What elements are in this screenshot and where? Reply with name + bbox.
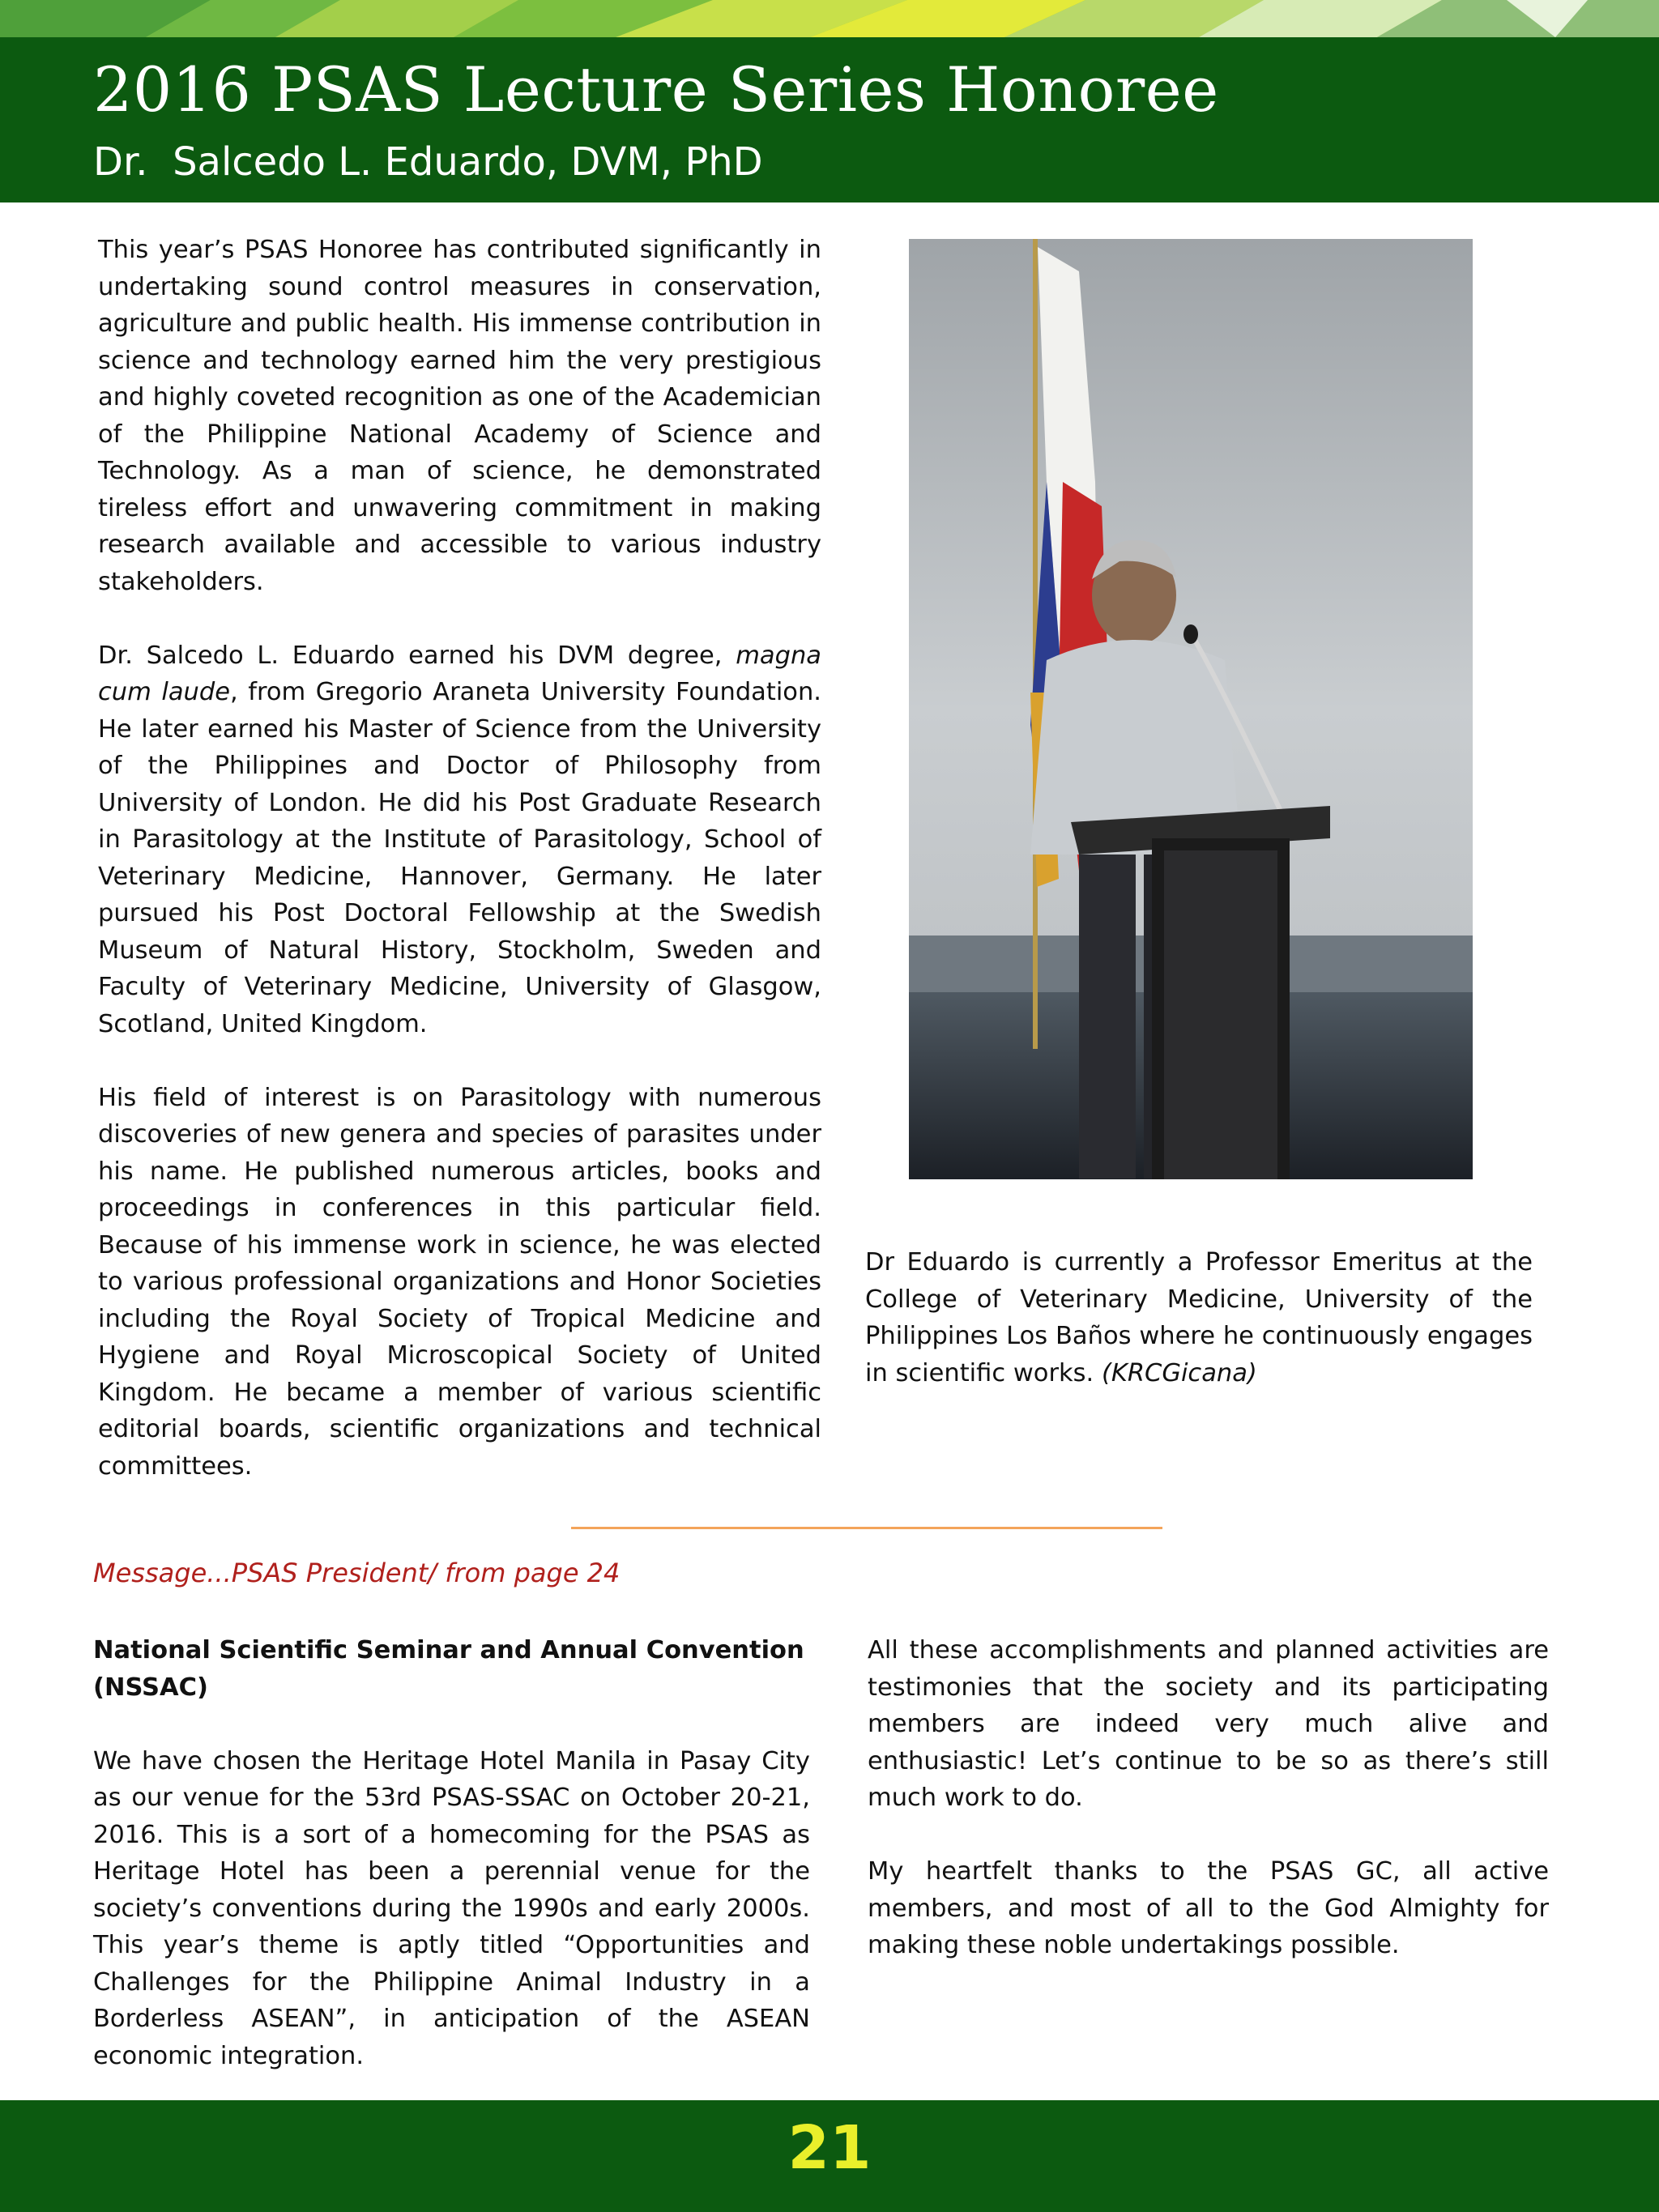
caption-paragraph (865, 1244, 1533, 1392)
section-heading: National Scientific Seminar and Annual Convention (NSSAC) (93, 1636, 804, 1702)
italic-text: magna cum laude (98, 641, 821, 706)
continued-from-label: Message...PSAS President/ from page 24 (93, 1558, 621, 1588)
article-paragraph (98, 637, 821, 1043)
speaker-at-podium-image (909, 239, 1473, 1179)
text-run: Dr. Salcedo L. Eduardo earned his DVM degree, (98, 641, 736, 670)
page-number: 21 (787, 2113, 872, 2183)
honoree-photo (909, 239, 1473, 1179)
article-paragraph: All these accomplishments and planned activities are testimonies that the society and its participating members are indeed very much alive and enthusiastic! Let’s continue to be so as there’s still much work to do. (868, 1636, 1549, 1812)
decorative-top-band (0, 0, 1659, 37)
page-footer (0, 2100, 1659, 2212)
continued-left-column (93, 1632, 810, 2074)
article-left-column (98, 232, 821, 1485)
geometric-pattern (0, 0, 1659, 37)
section-divider (571, 1527, 1162, 1529)
article-paragraph: We have chosen the Heritage Hotel Manila in Pasay City as our venue for the 53rd PSAS-SSAC on October 20-21, 2016. This is a sort of a homecoming for the PSAS as Heritage Hotel has been a perennial venue for the society’s conventions during the 1990s and early 2000s. This year’s theme is aptly titled “Opportunities and Challenges for the Philippine Animal Industry in a Borderless ASEAN”, in anticipation of the ASEAN economic integration. (93, 1746, 810, 2070)
continued-right-column (868, 1632, 1549, 1964)
photo-caption (865, 1244, 1533, 1392)
page-title: 2016 PSAS Lecture Series Honoree (93, 53, 1219, 126)
text-run: , from Gregorio Araneta University Foundation. He later earned his Master of Science from the University of the Philippines and Doctor of Philosophy from University of London. He did his Post Graduate Research in Parasitology at the Institute of Parasitology, School of Veterinary Medicine, Hannover, Germany. He later pursued his Post Doctoral Fellowship at the Swedish Museum of Natural History, Stockholm, Sweden and Faculty of Veterinary Medicine, University of Glasgow, Scotland, United Kingdom. (98, 678, 821, 1038)
honoree-name: Dr. Salcedo L. Eduardo, DVM, PhD (93, 139, 763, 185)
caption-text: Dr Eduardo is currently a Professor Emeritus at the College of Veterinary Medicine, University of the Philippines Los Baños where he continuously engages in scientific works. (865, 1248, 1533, 1387)
photo-credit: (KRCGicana) (1101, 1358, 1257, 1387)
article-paragraph: This year’s PSAS Honoree has contributed significantly in undertaking sound control measures in conservation, agriculture and public health. His immense contribution in science and technology earned him the very prestigious and highly coveted recognition as one of the Academician of the Philippine National Academy of Science and Technology. As a man of science, he demonstrated tireless effort and unwavering commitment in making research available and accessible to various industry stakeholders. (98, 236, 821, 596)
page-header (0, 37, 1659, 202)
article-paragraph: My heartfelt thanks to the PSAS GC, all active members, and most of all to the God Almighty for making these noble undertakings possible. (868, 1857, 1549, 1959)
article-paragraph: His field of interest is on Parasitology with numerous discoveries of new genera and species of parasites under his name. He published numerous articles, books and proceedings in conferences in this particular field. Because of his immense work in science, he was elected to various professional organizations and Honor Societies including the Royal Society of Tropical Medicine and Hygiene and Royal Microscopical Society of United Kingdom. He became a member of various scientific editorial boards, scientific organizations and technical committees. (98, 1083, 821, 1481)
